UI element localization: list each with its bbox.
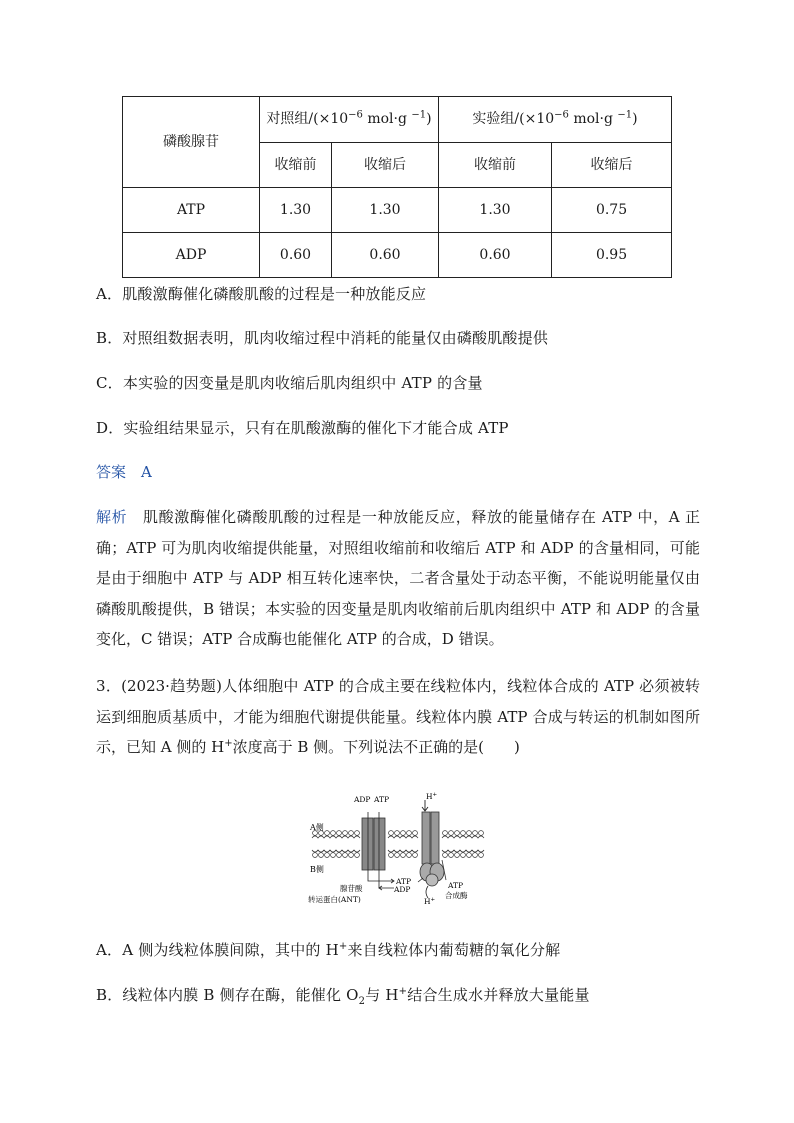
mitochondria-membrane-figure xyxy=(306,790,488,908)
q2-option-b: B．对照组数据表明，肌肉收缩过程中消耗的能量仅由磷酸肌酸提供 xyxy=(96,329,549,347)
table-cell: 0.60 xyxy=(332,233,439,278)
table-row xyxy=(123,188,672,233)
atp-synthase-icon xyxy=(420,800,446,886)
label-atp-mid: ATP xyxy=(396,877,412,886)
answer-line xyxy=(96,462,152,482)
analysis-label: 解析 xyxy=(96,508,128,526)
q2-option-c: C．本实验的因变量是肌肉收缩后肌肉组织中 ATP 的含量 xyxy=(96,374,483,392)
table-cell: 1.30 xyxy=(260,188,332,233)
label-side-b: B侧 xyxy=(310,865,324,874)
table-cell: 0.75 xyxy=(552,188,672,233)
data-table xyxy=(122,96,672,278)
analysis-text: 肌酸激酶催化磷酸肌酸的过程是一种放能反应，释放的能量储存在 ATP 中，A 正确；ATP 可为肌肉收缩提供能量，对照组收缩前和收缩后 ATP 和 ADP 的含量相同，可能是由于细胞中 ATP 与 ADP 相互转化速率快，二者含量处于动态平衡，不能说明能量仅由磷酸肌酸提供，B 错误；本实验的因变量是肌肉收缩前后肌肉组织中 ATP 和 ADP 的含量变化，C 错误；ATP 合成酶也能催化 ATP 的合成，D 错误。 xyxy=(96,508,700,648)
header-control-group: 对照组$/(\times 10^{-6}$ mol·g $^{-1}$) xyxy=(260,97,439,143)
header-experiment-group: 实验组$/(\times 10^{-6}$ mol·g $^{-1}$) xyxy=(439,97,672,143)
label-atp-top: ATP xyxy=(374,795,390,804)
answer-label: 答案 xyxy=(96,463,127,481)
q2-option-d: D．实验组结果显示，只有在肌酸激酶的催化下才能合成 ATP xyxy=(96,419,509,437)
header-experiment-before: 收缩前 xyxy=(439,143,552,188)
label-atp-synthase-1: ATP xyxy=(448,881,464,890)
table-cell: 1.30 xyxy=(332,188,439,233)
table-cell: 0.60 xyxy=(439,233,552,278)
row-name: ADP xyxy=(123,233,260,278)
label-adp-mid: ADP xyxy=(394,885,411,894)
q3-stem: 3．(2023·趋势题)人体细胞中 ATP 的合成主要在线粒体内，线粒体合成的 ATP 必须被转运到细胞质基质中，才能为细胞代谢提供能量。线粒体内膜 ATP 合成与转运的机制如图所示，已知 A 侧的 H+浓度高于 B 侧。下列说法不正确的是( ) xyxy=(96,677,700,756)
q2-option-a: A．肌酸激酶催化磷酸肌酸的过程是一种放能反应 xyxy=(96,285,427,303)
label-atp-synthase-2: 合成酶 xyxy=(445,891,468,900)
label-side-a: A侧 xyxy=(310,823,324,832)
analysis-paragraph xyxy=(96,502,700,655)
table-cell: 0.60 xyxy=(260,233,332,278)
q3-option-a: A．A 侧为线粒体膜间隙，其中的 H+来自线粒体内葡萄糖的氧化分解 xyxy=(96,941,561,959)
table-row xyxy=(123,233,672,278)
header-control-before: 收缩前 xyxy=(260,143,332,188)
row-name: ATP xyxy=(123,188,260,233)
ant-transporter-icon xyxy=(362,812,385,874)
header-experiment-after: 收缩后 xyxy=(552,143,672,188)
answer-value: A xyxy=(141,463,152,481)
header-nucleotide: 磷酸腺苷 xyxy=(123,97,260,188)
label-adp-top: ADP xyxy=(354,795,371,804)
label-ant-1: 腺苷酸 xyxy=(340,884,363,893)
table-cell: 0.95 xyxy=(552,233,672,278)
label-h-bottom: H+ xyxy=(424,897,436,906)
label-h-top: H+ xyxy=(426,792,438,801)
label-ant-2: 转运蛋白(ANT) xyxy=(308,895,361,904)
q3-option-b: B．线粒体内膜 B 侧存在酶，能催化 $O_2$与 H+结合生成水并释放大量能量 xyxy=(96,986,590,1007)
membrane-bilayer-icon xyxy=(312,831,484,858)
header-control-after: 收缩后 xyxy=(332,143,439,188)
table-cell: 1.30 xyxy=(439,188,552,233)
